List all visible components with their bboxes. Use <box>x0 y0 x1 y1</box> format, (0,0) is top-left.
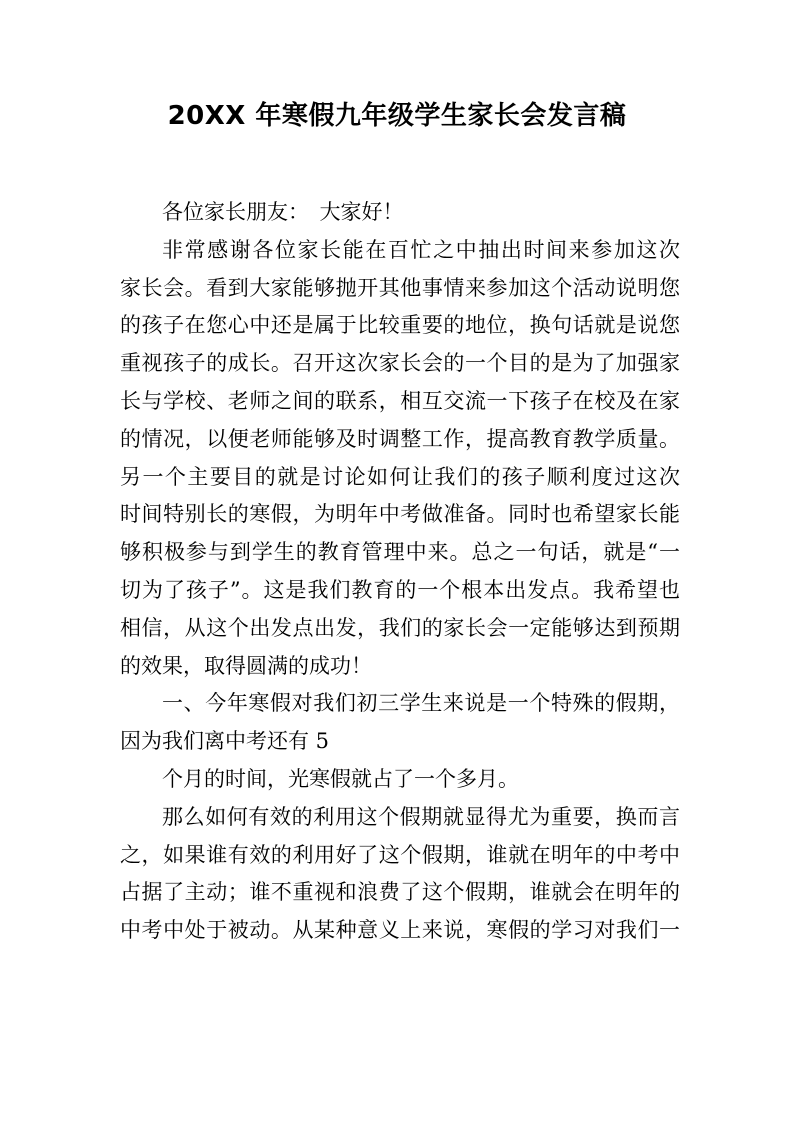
paragraph-line: 时间特别长的寒假，为明年中考做准备。同时也希望家长能 <box>120 502 680 527</box>
paragraph-line: 中考中处于被动。从某种意义上来说，寒假的学习对我们一 <box>120 918 680 943</box>
document-title: 20XX 年寒假九年级学生家长会发言稿 <box>167 101 627 131</box>
paragraph-line: 一、今年寒假对我们初三学生来说是一个特殊的假期， <box>162 691 680 716</box>
paragraph-line: 那么如何有效的利用这个假期就显得尤为重要，换而言 <box>162 804 680 829</box>
paragraph-line: 的情况，以便老师能够及时调整工作，提高教育教学质量。 <box>120 426 680 451</box>
paragraph-line: 相信，从这个出发点出发，我们的家长会一定能够达到预期 <box>120 615 680 640</box>
paragraph-line: 占据了主动；谁不重视和浪费了这个假期，谁就会在明年的 <box>120 880 680 905</box>
paragraph-line: 之，如果谁有效的利用好了这个假期，谁就在明年的中考中 <box>120 842 680 867</box>
paragraph-line: 家长会。看到大家能够抛开其他事情来参加这个活动说明您 <box>120 275 680 300</box>
paragraph-line: 够积极参与到学生的教育管理中来。总之一句话，就是“一 <box>120 540 680 565</box>
paragraph-line: 因为我们离中考还有 5 <box>120 729 330 754</box>
paragraph-line: 非常感谢各位家长能在百忙之中抽出时间来参加这次 <box>162 237 680 262</box>
paragraph-line: 重视孩子的成长。召开这次家长会的一个目的是为了加强家 <box>120 351 680 376</box>
paragraph-line: 另一个主要目的就是讨论如何让我们的孩子顺利度过这次 <box>120 464 680 489</box>
paragraph-line: 长与学校、老师之间的联系，相互交流一下孩子在校及在家 <box>120 388 680 413</box>
salutation-line: 各位家长朋友： 大家好！ <box>162 200 404 224</box>
paragraph-line: 的效果，取得圆满的成功！ <box>120 653 372 678</box>
paragraph-line: 的孩子在您心中还是属于比较重要的地位，换句话就是说您 <box>120 313 680 338</box>
document-body <box>120 194 680 950</box>
paragraph-line: 个月的时间，光寒假就占了一个多月。 <box>162 766 519 791</box>
paragraph-line: 切为了孩子”。这是我们教育的一个根本出发点。我希望也 <box>120 577 680 602</box>
